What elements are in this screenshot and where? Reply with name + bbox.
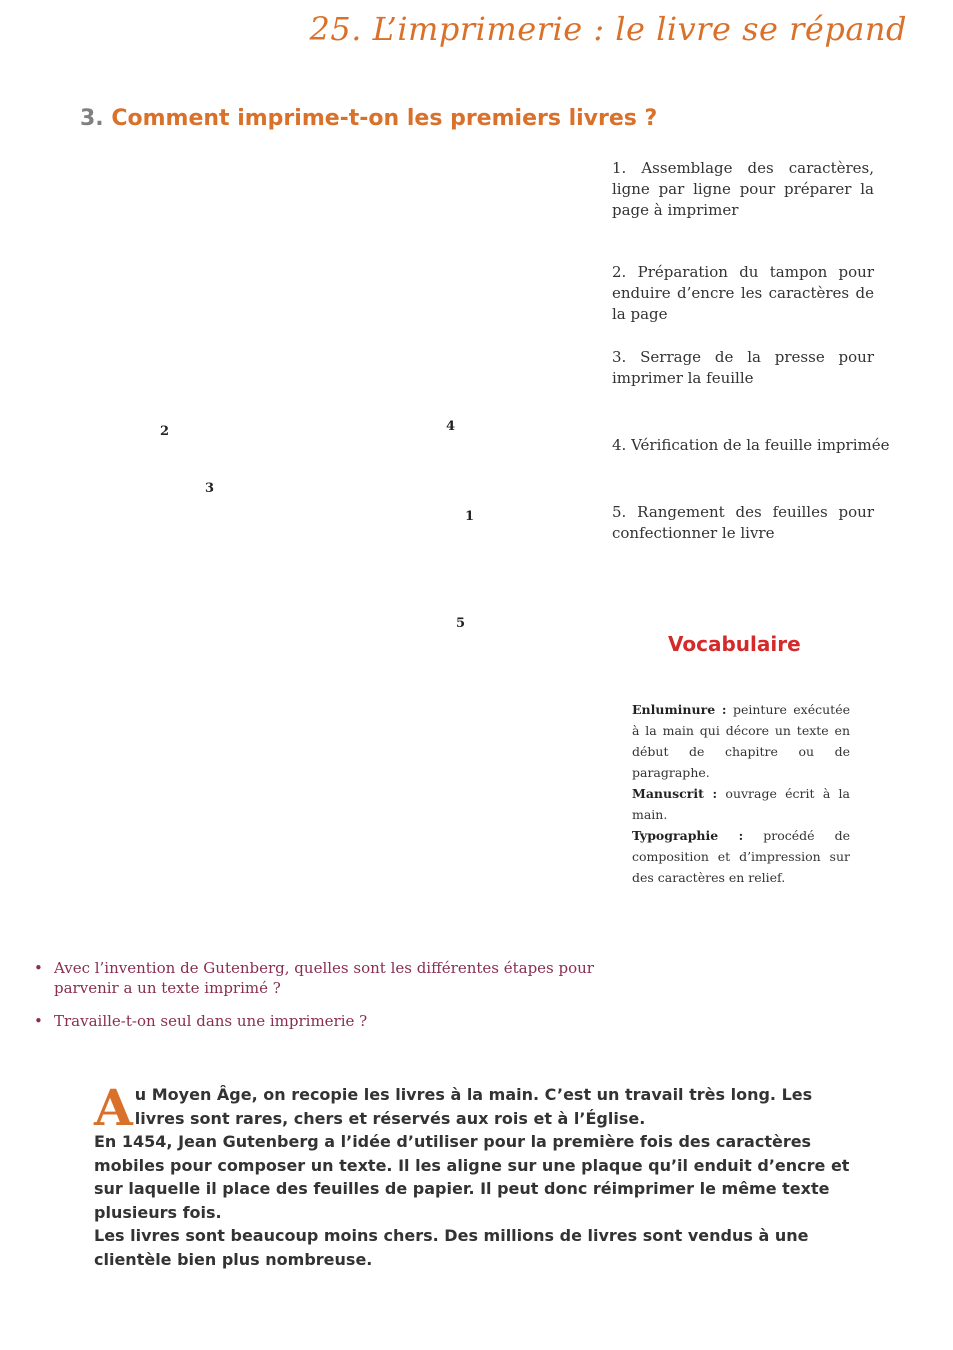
illustration-marker-1: 1 <box>465 509 475 524</box>
step-item: 2. Préparation du tampon pour enduire d’encre les caractères de la page <box>612 263 874 323</box>
question-text: Travaille-t-on seul dans une imprimerie ? <box>54 1012 368 1030</box>
summary-block <box>94 1078 864 1271</box>
bullet-icon: • <box>34 959 43 977</box>
question-text: Avec l’invention de Gutenberg, quelles sont les différentes étapes pour parvenir a un texte imprimé ? <box>54 959 594 997</box>
illustration-marker-4: 4 <box>446 419 456 434</box>
bullet-icon: • <box>34 1012 43 1030</box>
summary-paragraph: Les livres sont beaucoup moins chers. Des millions de livres sont vendus à une clientèle bien plus nombreuse. <box>94 1226 809 1269</box>
step-item: 1. Assemblage des caractères, ligne par ligne pour préparer la page à imprimer <box>612 159 874 219</box>
section-number: 3. <box>80 106 104 131</box>
vocabulary-term: Manuscrit : <box>632 786 718 801</box>
illustration-marker-2: 2 <box>160 424 170 439</box>
vocabulary-term: Enluminure : <box>632 702 727 717</box>
summary-text: u Moyen Âge, on recopie les livres à la main. C’est un travail très long. Les livres sont rares, chers et réservés aux rois et à l’Église. <box>134 1085 813 1128</box>
chapter-title: 25. L’imprimerie : le livre se répand <box>309 10 907 48</box>
drop-cap: A <box>94 1078 133 1137</box>
questions-list <box>34 958 594 1044</box>
vocabulary-entry <box>632 783 850 825</box>
summary-paragraph <box>94 1078 864 1137</box>
vocabulary-definition: ouvrage écrit à la main. <box>632 786 850 822</box>
vocabulary-title: Vocabulaire <box>668 632 801 656</box>
step-item: 4. Vérification de la feuille imprimée <box>612 436 890 454</box>
summary-paragraph: En 1454, Jean Gutenberg a l’idée d’utiliser pour la première fois des caractères mobiles pour composer un texte. Il les aligne sur une plaque qu’il enduit d’encre et sur laquelle il place des feuilles de papier. Il peut donc réimprimer le même texte plusieurs fois. <box>94 1132 850 1222</box>
section-heading <box>80 106 657 131</box>
vocabulary-entry <box>632 825 850 888</box>
vocabulary-definition: peinture exécutée à la main qui décore un texte en début de chapitre ou de paragraphe. <box>632 702 850 780</box>
illustration-marker-3: 3 <box>205 481 215 496</box>
illustration-area <box>60 150 580 670</box>
vocabulary-definition: procédé de composition et d’impression sur des caractères en relief. <box>632 828 850 885</box>
step-item: 3. Serrage de la presse pour imprimer la feuille <box>612 348 874 387</box>
vocabulary-entry <box>632 699 850 783</box>
step-item: 5. Rangement des feuilles pour confectionner le livre <box>612 503 874 542</box>
vocabulary-list <box>632 699 850 888</box>
question-item <box>34 958 594 998</box>
vocabulary-term: Typographie : <box>632 828 744 843</box>
section-title: Comment imprime-t-on les premiers livres ? <box>111 106 658 131</box>
question-item <box>34 1011 594 1031</box>
illustration-marker-5: 5 <box>456 616 466 631</box>
